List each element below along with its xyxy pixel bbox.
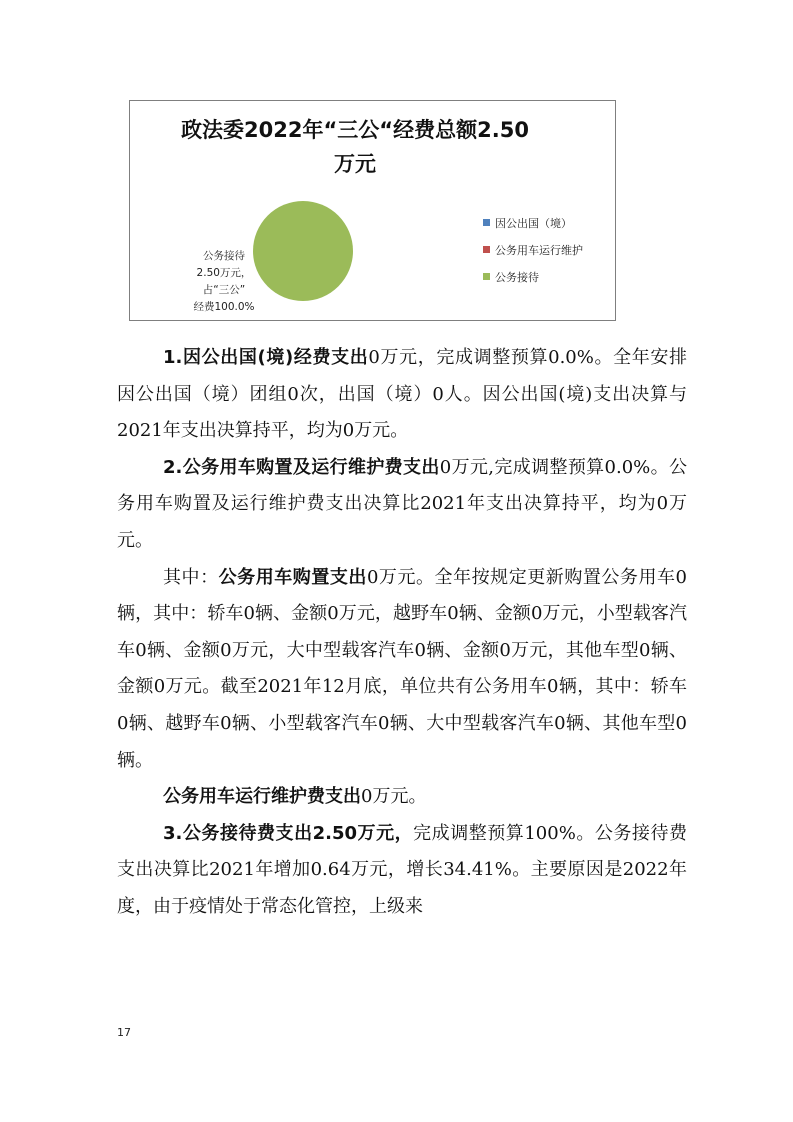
paragraph-prefix: 其中： bbox=[163, 566, 219, 588]
paragraph-text: 0万元。 bbox=[361, 786, 427, 808]
paragraph-text: 0万元，完成调整预算0.0%。全年安排因公出国（境）团组0次，出国（境）0人。因公出国(境)支出决算与2021年支出决算持平，均为0万元。 bbox=[117, 347, 687, 442]
pie-plot bbox=[251, 199, 355, 303]
paragraph-text: 完成调整预算100%。公务接待费支出决算比2021年增加0.64万元，增长34.41%。主要原因是2022年度，由于疫情处于常态化管控，上级来 bbox=[117, 822, 687, 917]
slice-label-line: 2.50万元， bbox=[196, 267, 252, 279]
paragraph bbox=[117, 450, 687, 560]
paragraph bbox=[117, 816, 687, 926]
chart-legend bbox=[483, 209, 583, 290]
paragraph-text: 0万元。全年按规定更新购置公务用车0辆，其中：轿车0辆、金额0万元，越野车0辆、金额0万元，小型载客汽车0辆、金额0万元，大中型载客汽车0辆、金额0万元，其他车型0辆、金额0万元。截至2021年12月底，单位共有公务用车0辆，其中：轿车0辆、越野车0辆、小型载客汽车0辆、大中型载客汽车0辆、其他车型0辆。 bbox=[117, 566, 688, 771]
chart-title-line-1: 政法委2022年“三公“经费总额2.50 bbox=[181, 118, 529, 142]
pie-slice-2 bbox=[253, 201, 353, 301]
paragraph-text: 0万元,完成调整预算0.0%。公务用车购置及运行维护费支出决算比2021年支出决算持平，均为0万元。 bbox=[117, 456, 687, 551]
document-body bbox=[117, 340, 687, 926]
page-number: 17 bbox=[117, 1026, 131, 1039]
paragraph-heading: 1.因公出国(境)经费支出 bbox=[163, 347, 369, 368]
legend-item bbox=[483, 236, 583, 263]
legend-item bbox=[483, 209, 583, 236]
slice-label-line: 占“三公” bbox=[202, 284, 246, 296]
paragraph bbox=[117, 779, 687, 816]
paragraph-heading: 3.公务接待费支出2.50万元， bbox=[163, 822, 414, 844]
chart-title-line-2: 万元 bbox=[334, 152, 376, 176]
paragraph-heading: 公务用车运行维护费支出 bbox=[163, 786, 361, 808]
legend-swatch bbox=[483, 273, 490, 280]
slice-label-line: 公务接待 bbox=[203, 250, 245, 262]
legend-swatch bbox=[483, 246, 490, 253]
slice-label-official-reception bbox=[182, 248, 266, 316]
legend-swatch bbox=[483, 219, 490, 226]
legend-label: 因公出国（境） bbox=[495, 216, 572, 230]
paragraph-heading: 2.公务用车购置及运行维护费支出 bbox=[163, 456, 440, 478]
chart-title bbox=[170, 113, 540, 181]
paragraph bbox=[117, 340, 687, 450]
paragraph-heading: 公务用车购置支出 bbox=[218, 566, 367, 588]
paragraph bbox=[117, 560, 687, 780]
legend-label: 公务接待 bbox=[495, 270, 539, 284]
legend-label: 公务用车运行维护 bbox=[495, 243, 583, 257]
legend-item bbox=[483, 263, 583, 290]
slice-label-line: 经费100.0% bbox=[193, 301, 255, 313]
pie-chart bbox=[129, 100, 616, 321]
